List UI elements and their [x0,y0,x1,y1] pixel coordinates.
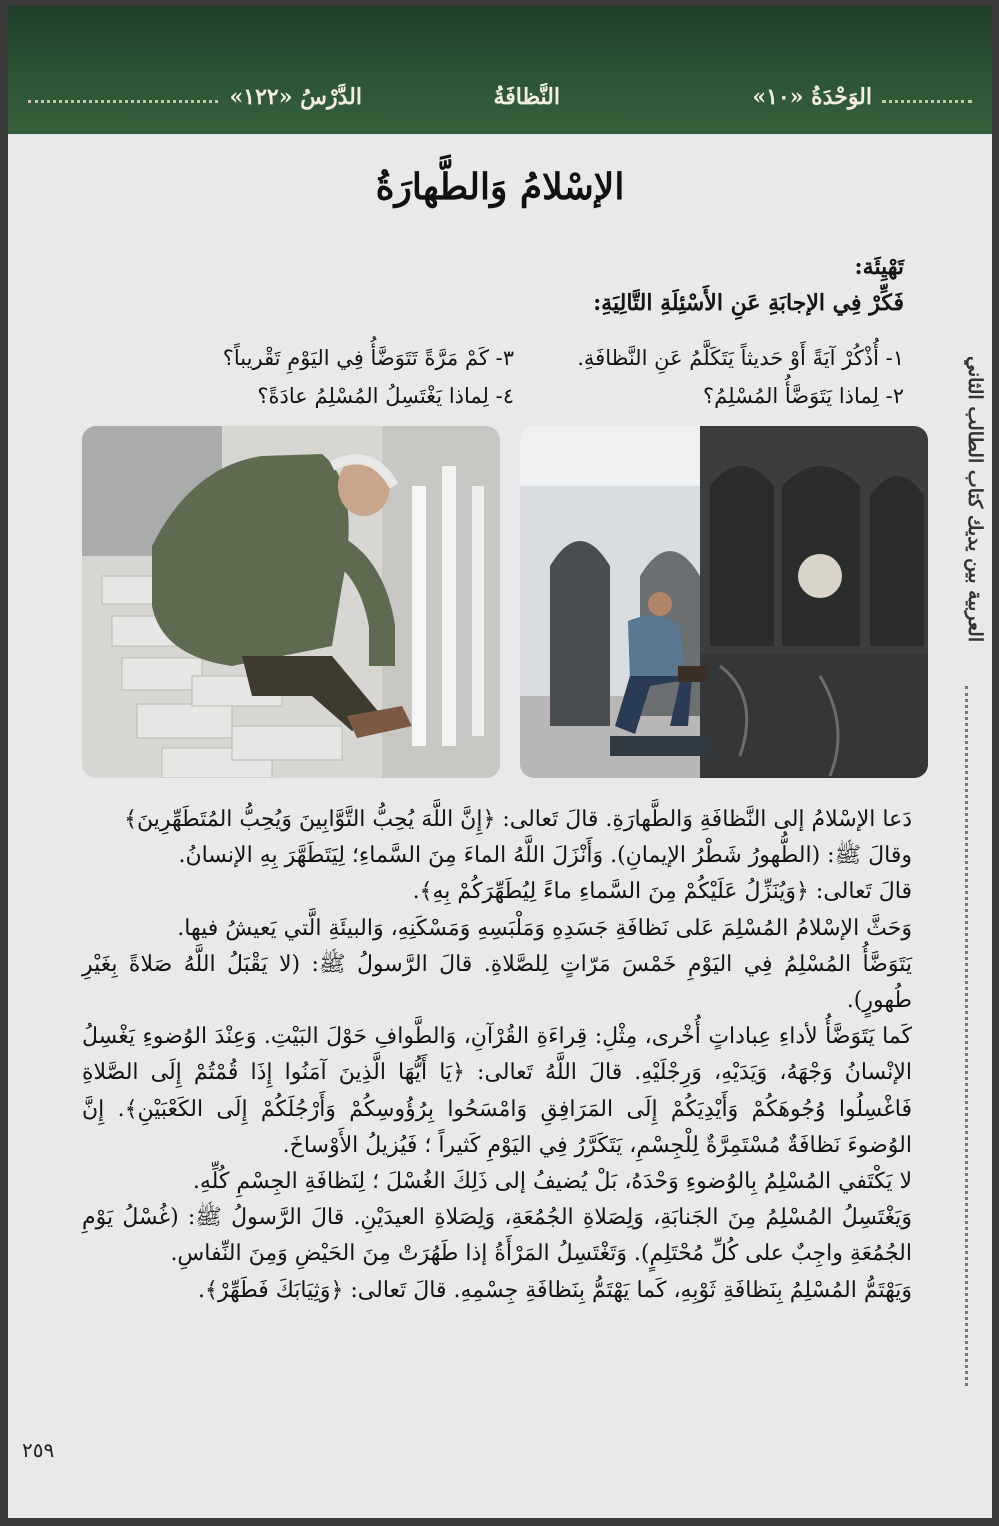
sidebar-dots [965,686,968,1386]
header-row [8,84,992,118]
body-paragraph: وقالَ ﷺ: (الطُّهورُ شَطْرُ الإيمانِ). وَأَنْزَلَ اللَّهُ الماءَ مِنَ السَّماءِ؛ لِيَتَطَهَّرَ بِهِ الإنسانُ. [178,843,912,869]
body-paragraph: لا يَكْتَفي المُسْلِمُ بِالوُضوءِ وَحْدَهُ، بَلْ يُضيفُ إلى ذَلِكَ الغُسْلَ ؛ لِنَظافَةِ الجِسْمِ كُلِّهِ. [192,1169,912,1195]
body-paragraph: وَحَثَّ الإسْلامُ المُسْلِمَ عَلى نَظافَةِ جَسَدِهِ وَمَلْبَسِهِ وَمَسْكَنِهِ، وَالبيئَةِ الَّتي يَعيشُ فيها. [177,915,912,941]
intro-prompt: فَكِّرْ فِي الإجابَةِ عَنِ الأَسْئِلَةِ التَّالِيَةِ: [593,290,904,316]
sidebar-book-title: العربية بين يديك كتاب الطالب الثاني [964,356,986,643]
header-dots-left [28,100,218,103]
lesson-body [82,802,912,1309]
body-paragraph: وَيَهْتَمُّ المُسْلِمُ بِنَظافَةِ ثَوْبِهِ، كَما يَهْتَمُّ بِنَظافَةِ جِسْمِهِ. قالَ تَعالى: ﴿وَثِيَابَكَ فَطَهِّرْ﴾. [198,1277,912,1303]
header-lesson: الدَّرْسُ «١٢٢» [229,84,362,110]
body-paragraph: كَما يَتَوَضَّأُ لأداءِ عِباداتٍ أُخْرى، مِثْلِ: قِراءَةِ القُرْآنِ، وَالطَّوافِ حَوْلَ البَيْتِ. وَعِنْدَ الوُضوءِ يَغْسِلُ الإنْسانُ وَجْهَهُ، وَيَدَيْهِ، وَرِجْلَيْهِ. قالَ اللَّهُ تَعالى: ﴿يَا أَيُّهَا الَّذِينَ آمَنُوا إِذَا قُمْتُمْ إِلَى الصَّلاةِ فَاغْسِلُوا وُجُوهَكُمْ وَأَيْدِيَكُمْ إِلَى المَرَافِقِ وَامْسَحُوا بِرُؤُوسِكُمْ وَأَرْجُلَكُمْ إِلَى الكَعْبَيْنِ﴾. إِنَّ الوُضوءَ نَظافَةٌ مُسْتَمِرَّةٌ لِلْجِسْمِ، يَتَكَرَّرُ فِي اليَوْمِ كَثيراً ؛ فَيُزيلُ الأَوْساخَ. [82,1024,912,1158]
body-paragraph: قالَ تَعالى: ﴿وَيُنَزِّلُ عَلَيْكُمْ مِنَ السَّماءِ ماءً لِيُطَهِّرَكُمْ بِهِ﴾. [412,879,912,905]
body-paragraph: وَيَغْتَسِلُ المُسْلِمُ مِنَ الجَنابَةِ، وَلِصَلاةِ الجُمُعَةِ، وَلِصَلاةِ العيدَيْنِ. قالَ الرَّسولُ ﷺ: (غُسْلُ يَوْمِ الجُمُعَةِ واجِبٌ على كُلِّ مُحْتَلِمٍ). وَتَغْتَسِلُ المَرْأَةُ إذا طَهُرَتْ مِنَ الحَيْضِ وَمِنَ النِّفاسِ. [82,1205,912,1267]
photo-man-ablution-fountain [520,426,928,778]
question-3: ٣- كَمْ مَرَّةً تَتَوَضَّأُ فِي اليَوْمِ تَقْريباً؟ [222,346,514,370]
page-number: ٢٥٩ [22,1438,55,1462]
header-band [8,6,992,134]
question-4: ٤- لِماذا يَغْتَسِلُ المُسْلِمُ عادَةً؟ [257,384,514,408]
body-paragraph: يَتَوَضَّأُ المُسْلِمُ فِي اليَوْمِ خَمْسَ مَرّاتٍ لِلصَّلاةِ. قالَ الرَّسولُ ﷺ: (لا يَقْبَلُ اللَّهُ صَلاةً بِغَيْرِ طُهورٍ). [82,951,912,1014]
header-unit: الوَحْدَةُ «١٠» [752,84,872,110]
question-1: ١- أُذْكُرْ آيَةً أَوْ حَديثاً يَتَكَلَّمُ عَنِ النَّظافَةِ. [577,346,904,370]
header-topic: النَّظافَةُ [493,84,560,110]
lesson-title: الإسْلامُ وَالطَّهارَةُ [375,166,625,208]
header-dots-right [882,100,972,103]
photo-man-washing-feet [82,426,500,778]
intro-label: تَهْيِئَة: [854,254,904,280]
book-page [8,6,992,1518]
body-paragraph: دَعا الإسْلامُ إلى النَّظافَةِ وَالطَّهارَةِ. قالَ تَعالى: ﴿إِنَّ اللَّهَ يُحِبُّ التَّوَّابِينَ وَيُحِبُّ المُتَطَهِّرِينَ﴾ [124,807,912,832]
question-2: ٢- لِماذا يَتَوَضَّأُ المُسْلِمُ؟ [703,384,904,408]
